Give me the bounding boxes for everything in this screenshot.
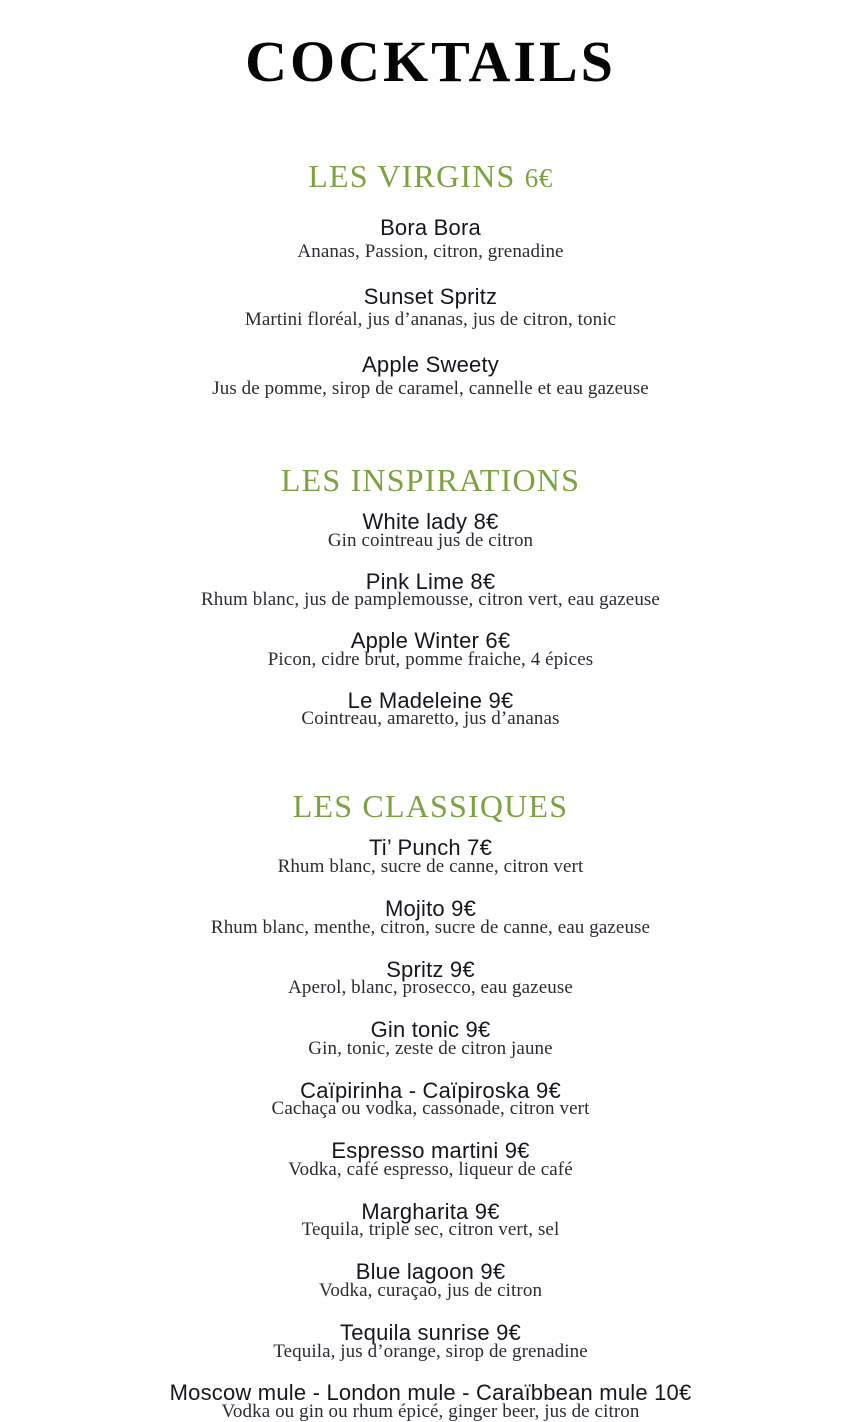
- menu-item-description: Ananas, Passion, citron, grenadine: [297, 240, 564, 262]
- menu-item: [0, 510, 861, 551]
- menu-item: [0, 836, 861, 877]
- menu-item-description: Jus de pomme, sirop de caramel, cannelle et eau gazeuse: [212, 377, 649, 399]
- menu-item-name: Sunset Spritz: [363, 283, 498, 309]
- menu-item-name: Spritz 9€: [386, 956, 475, 982]
- menu-item-name: Espresso martini 9€: [331, 1138, 530, 1164]
- menu-item-description: Picon, cidre brut, pomme fraiche, 4 épices: [267, 648, 594, 670]
- menu-item-name: Blue lagoon 9€: [355, 1259, 506, 1285]
- menu-item-name: Moscow mule - London mule - Caraïbbean mule 10€: [169, 1380, 692, 1406]
- section-header-label: LES VIRGINS: [308, 157, 516, 194]
- menu-item-description: Vodka, curaçao, jus de citron: [318, 1279, 543, 1301]
- page-title: COCKTAILS: [245, 29, 616, 94]
- menu-item-description: Aperol, blanc, prosecco, eau gazeuse: [288, 977, 573, 999]
- menu-section-les-classiques: [0, 789, 861, 1422]
- menu-item-description: Rhum blanc, menthe, citron, sucre de canne, eau gazeuse: [210, 916, 651, 938]
- menu-item-description: Vodka ou gin ou rhum épicé, ginger beer, jus de citron: [221, 1401, 640, 1422]
- menu-item: [0, 285, 861, 331]
- menu-item: [0, 897, 861, 938]
- menu-item: [0, 570, 861, 611]
- menu-item: [0, 689, 861, 730]
- menu-item: [0, 1139, 861, 1180]
- menu-item-description: Gin, tonic, zeste de citron jaune: [308, 1037, 553, 1059]
- section-header-les-inspirations: [0, 463, 861, 498]
- menu-item: [0, 216, 861, 262]
- menu-item-description: Vodka, café espresso, liqueur de café: [288, 1158, 573, 1180]
- menu-item-name: White lady 8€: [362, 508, 499, 534]
- menu-section-les-inspirations: [0, 463, 861, 729]
- section-header-les-virgins: [0, 159, 861, 194]
- section-price: 6€: [524, 162, 553, 193]
- menu-item-name: Bora Bora: [380, 215, 481, 241]
- menu-item: [0, 1321, 861, 1362]
- menu-item-name: Margharita 9€: [361, 1198, 500, 1224]
- menu-item: [0, 1260, 861, 1301]
- menu-item: [0, 353, 861, 399]
- menu-item: [0, 629, 861, 670]
- menu-item-list: [0, 836, 861, 1422]
- menu-item-list: [0, 216, 861, 399]
- menu-item-description: Rhum blanc, jus de pamplemousse, citron vert, eau gazeuse: [201, 589, 660, 611]
- menu-item: [0, 1200, 861, 1241]
- menu-item-name: Apple Sweety: [362, 352, 499, 378]
- section-header-label: LES CLASSIQUES: [292, 788, 569, 825]
- section-header-les-classiques: [0, 789, 861, 824]
- menu-item-list: [0, 510, 861, 729]
- menu-item-name: Le Madeleine 9€: [347, 687, 514, 713]
- menu-item-description: Tequila, triple sec, citron vert, sel: [301, 1219, 560, 1241]
- menu-item: [0, 1381, 861, 1422]
- menu-item: [0, 958, 861, 999]
- menu-item-name: Mojito 9€: [384, 895, 477, 921]
- menu-item-name: Apple Winter 6€: [350, 628, 511, 654]
- menu-item-name: Pink Lime 8€: [365, 568, 496, 594]
- menu-item-description: Cachaça ou vodka, cassonade, citron vert: [271, 1098, 590, 1120]
- menu-item-description: Martini floréal, jus d’ananas, jus de citron, tonic: [244, 309, 617, 331]
- section-header-label: LES INSPIRATIONS: [280, 461, 581, 498]
- menu-item-name: Gin tonic 9€: [370, 1017, 491, 1043]
- menu-item-description: Rhum blanc, sucre de canne, citron vert: [277, 856, 584, 878]
- menu-item-name: Caïpirinha - Caïpiroska 9€: [300, 1077, 561, 1103]
- menu-item-description: Cointreau, amaretto, jus d’ananas: [301, 708, 560, 730]
- menu-item: [0, 1079, 861, 1120]
- menu-item-description: Tequila, jus d’orange, sirop de grenadine: [273, 1340, 588, 1362]
- menu-item-name: Tequila sunrise 9€: [340, 1319, 521, 1345]
- menu-item-description: Gin cointreau jus de citron: [327, 529, 534, 551]
- menu-section-les-virgins: [0, 159, 861, 399]
- menu-item-name: Ti’ Punch 7€: [368, 835, 493, 861]
- menu-item: [0, 1018, 861, 1059]
